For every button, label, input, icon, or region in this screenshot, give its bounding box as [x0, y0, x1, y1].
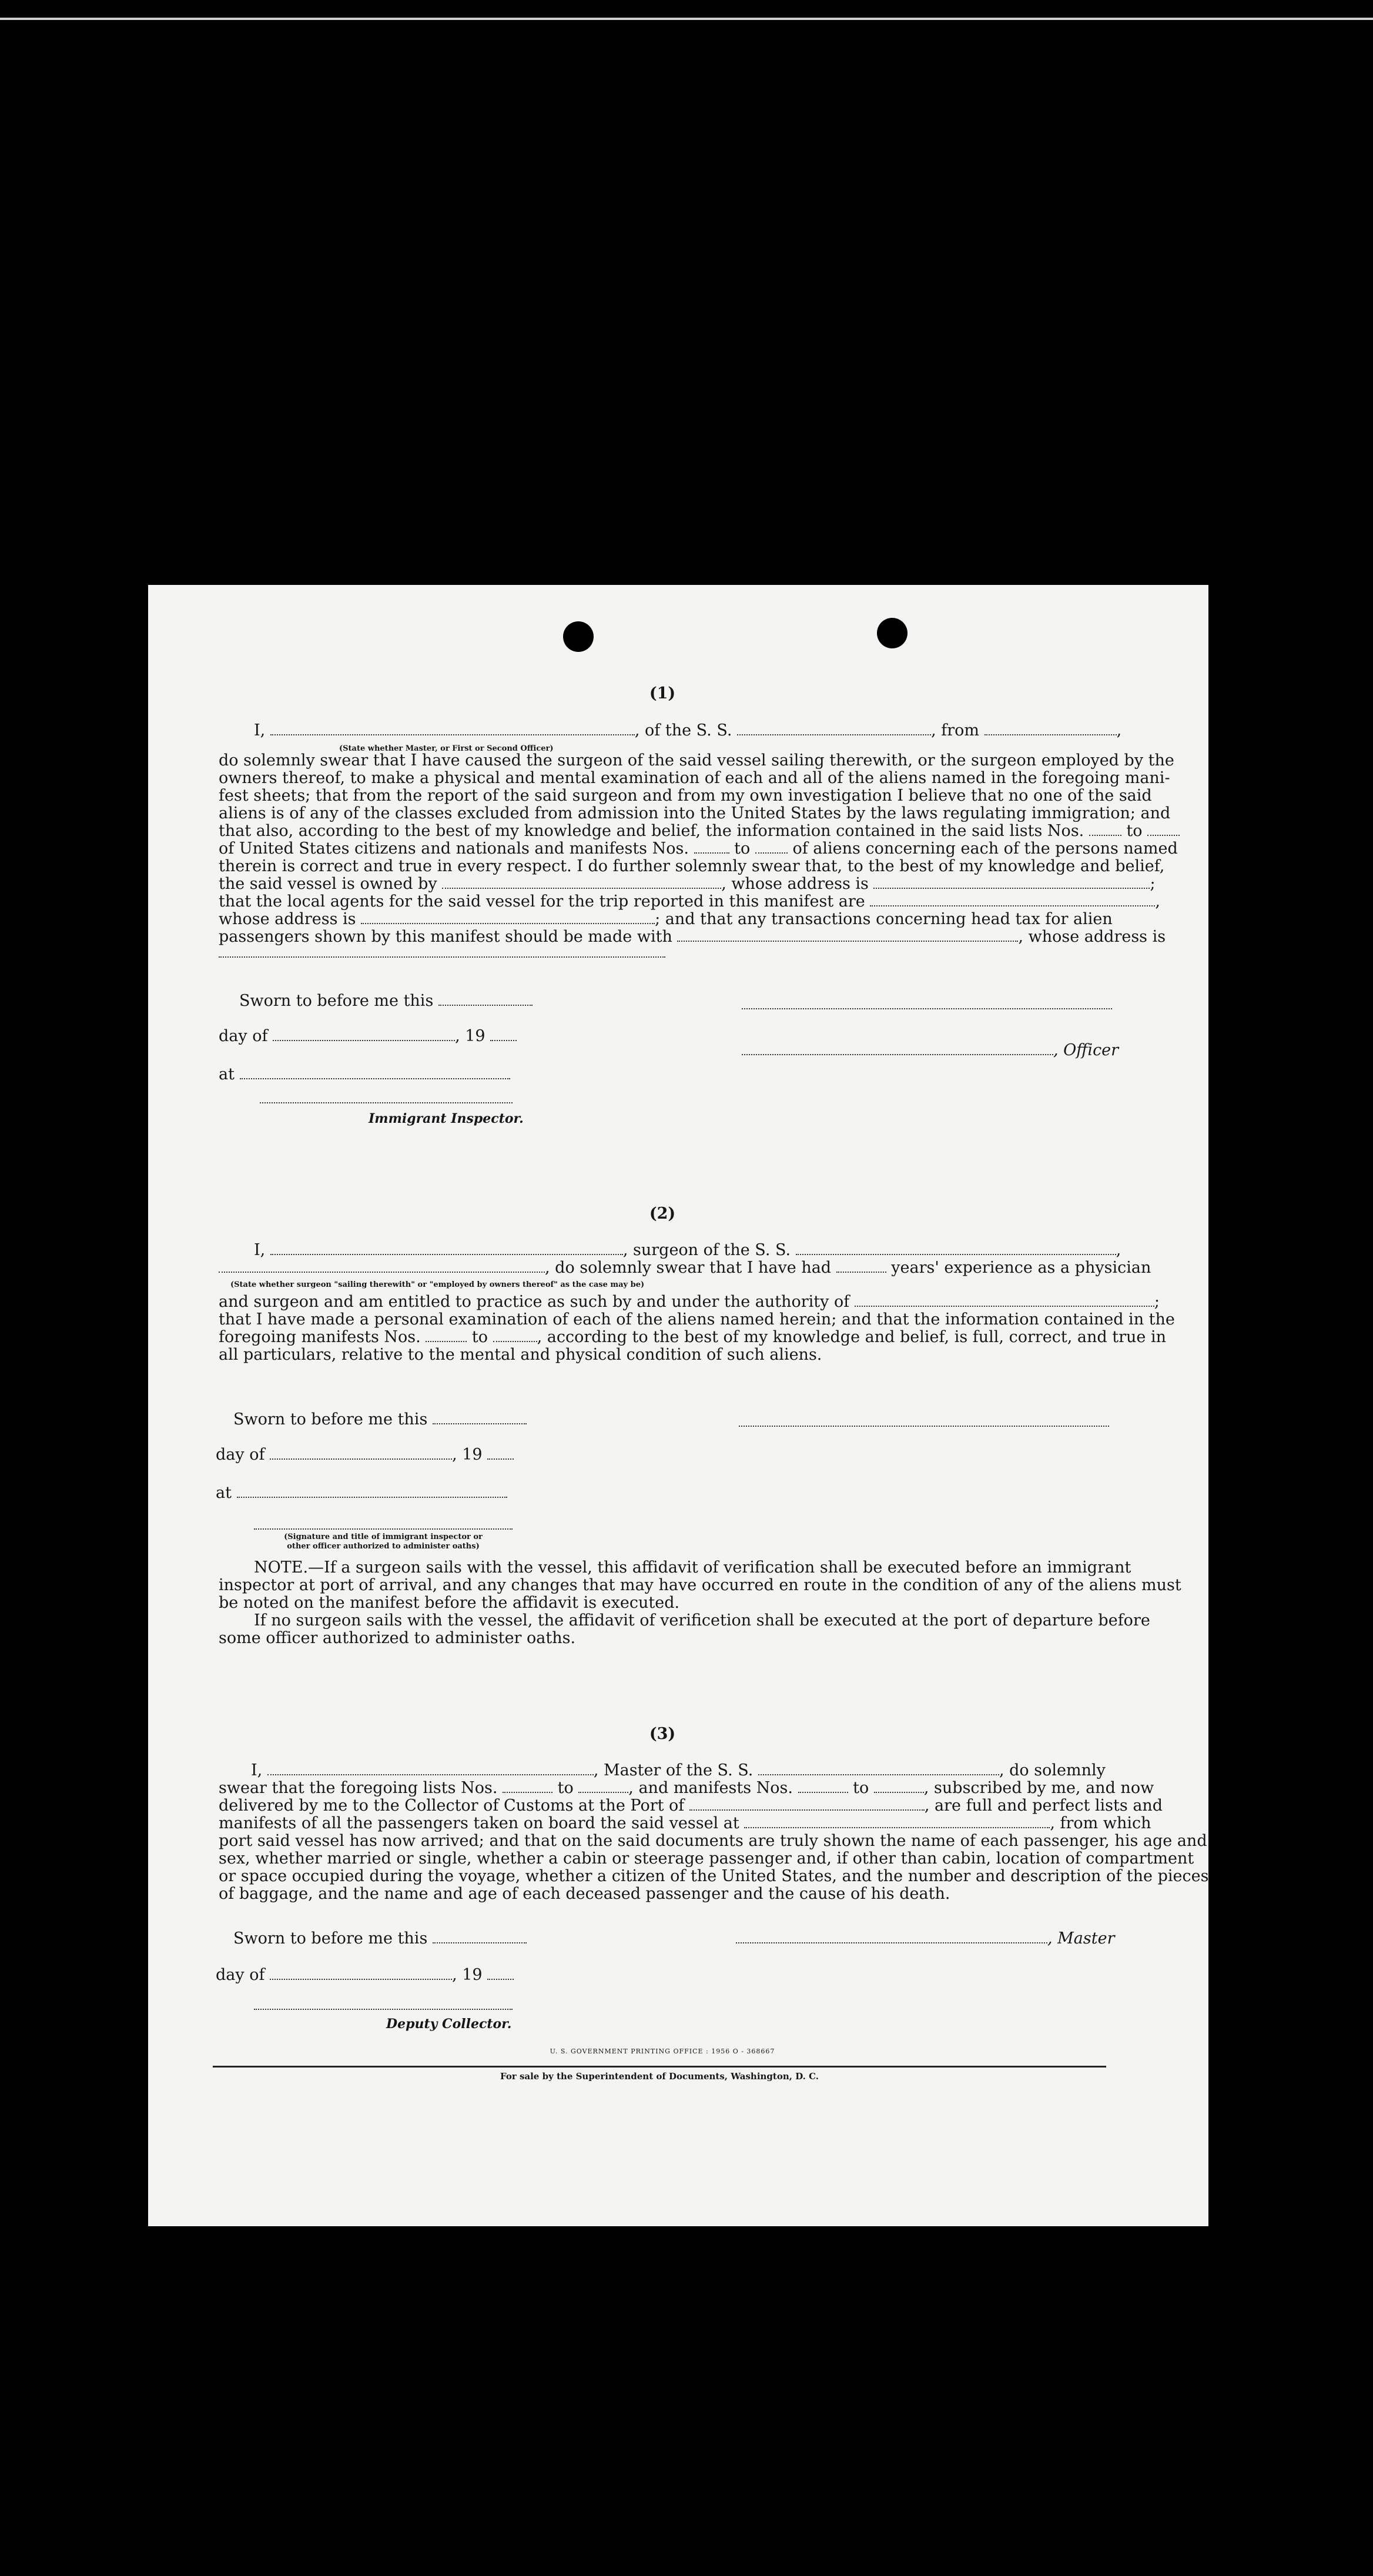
s1-year-label: , 19: [455, 1027, 485, 1045]
s2-manifests-from-field[interactable]: [426, 1341, 467, 1342]
s3-text-5: port said vessel has now arrived; and that on the said documents are truly shown the name of each passenger, his age and: [219, 1832, 1207, 1850]
s1-text-7: [219, 839, 1178, 858]
s3-manifests-from-field[interactable]: [798, 1792, 848, 1793]
s3-text-2d: to: [853, 1779, 869, 1797]
immigrant-inspector-label: Immigrant Inspector.: [369, 1111, 524, 1126]
s1-text-9: [219, 875, 1156, 893]
s3-text-2c: , and manifests Nos.: [628, 1779, 793, 1797]
s1-text-7b: to: [734, 839, 751, 858]
s3-master-name-field[interactable]: [267, 1774, 594, 1775]
s1-day-label: day of: [219, 1027, 268, 1045]
s1-text-7a: of United States citizens and nationals and manifests Nos.: [219, 839, 689, 858]
s2-text-3a: and surgeon and am entitled to practice as such by and under the authority of: [219, 1293, 850, 1311]
s2-line1-end: ,: [1116, 1241, 1121, 1259]
s1-day-line: [219, 1028, 517, 1045]
s2-line-5: [219, 1328, 1166, 1346]
s3-sworn-date-field[interactable]: [433, 1942, 527, 1943]
s3-text-7: or space occupied during the voyage, whether a citizen of the United States, and the number and description of the pieces: [219, 1867, 1208, 1885]
s3-line-2: [219, 1779, 1154, 1797]
note-text-4: If no surgeon sails with the vessel, the affidavit of verificetion shall be executed at the port of departure before: [254, 1611, 1150, 1630]
s2-sworn-date-field[interactable]: [433, 1423, 527, 1424]
s1-sworn-date-field[interactable]: [438, 1005, 533, 1006]
manifests-from-field[interactable]: [694, 852, 729, 854]
master-name-field[interactable]: [270, 734, 635, 735]
s1-year-field[interactable]: [490, 1040, 517, 1041]
s2-signature-note-2: other officer authorized to administer oaths): [287, 1542, 480, 1551]
s3-manifests-to-field[interactable]: [874, 1792, 924, 1793]
s1-text-3: owners thereof, to make a physical and mental examination of each and all of the aliens named in the foregoing mani-: [219, 769, 1170, 787]
s2-ss-label: , surgeon of the S. S.: [622, 1241, 791, 1259]
s2-text-5b: to: [471, 1328, 488, 1346]
s2-manifests-to-field[interactable]: [493, 1341, 537, 1342]
manifest-form-page: [148, 585, 1208, 2226]
officer-signature-line: [742, 1041, 1119, 1059]
lists-to-field[interactable]: [1147, 835, 1180, 836]
master-signature-line: [736, 1929, 1115, 1948]
master-signature-field[interactable]: [736, 1942, 1047, 1943]
note-text-5: some officer authorized to administer oaths.: [219, 1629, 576, 1647]
binder-hole-left: [563, 621, 594, 652]
s1-text-10b: ,: [1155, 892, 1160, 911]
officer-signature-field[interactable]: [742, 1054, 1053, 1055]
s2-day-line: [216, 1446, 514, 1464]
agents-address-field[interactable]: [361, 923, 655, 924]
s3-text-3b: , are full and perfect lists and: [924, 1796, 1163, 1815]
owner-address-field[interactable]: [873, 888, 1150, 889]
officer-signature-line-top[interactable]: [742, 1008, 1112, 1009]
s2-swear-text: , do solemnly swear that I have had: [545, 1259, 832, 1277]
s1-text-4: fest sheets; that from the report of the said surgeon and from my own investigation I believe that no one of the said: [219, 787, 1152, 805]
surgeon-status-field[interactable]: [219, 1272, 545, 1273]
surgeon-note: (State whether surgeon "sailing therewith" or "employed by owners thereof" as the case may be): [230, 1280, 645, 1289]
s2-at-line: [216, 1484, 507, 1502]
s3-text-4b: , from which: [1050, 1814, 1151, 1832]
s2-years-text: years' experience as a physician: [891, 1259, 1151, 1277]
s3-text-2b: to: [557, 1779, 574, 1797]
s1-text-6b: to: [1126, 822, 1143, 840]
s2-signature-note-1: (Signature and title of immigrant inspector or: [284, 1533, 483, 1541]
s3-text-2e: , subscribed by me, and now: [923, 1779, 1154, 1797]
s2-year-field[interactable]: [487, 1458, 514, 1460]
s1-text-5: aliens is of any of the classes excluded from admission into the United States by the laws regulating immigration; and: [219, 804, 1171, 822]
s1-text-12b: , whose address is: [1018, 928, 1166, 946]
note-text-1: NOTE.—If a surgeon sails with the vessel, this affidavit of verification shall be executed before an immigrant: [254, 1558, 1131, 1577]
s1-text-11b: ; and that any transactions concerning head tax for alien: [655, 910, 1113, 928]
s1-sworn-line: [239, 992, 533, 1010]
s1-line-end: ,: [1116, 721, 1122, 740]
s1-text-9c: ;: [1150, 875, 1156, 893]
ship-name-field[interactable]: [737, 734, 931, 735]
authority-field[interactable]: [855, 1306, 1154, 1307]
s2-day-label: day of: [216, 1446, 265, 1464]
head-tax-party-field[interactable]: [677, 941, 1018, 942]
printing-office-note: U. S. GOVERNMENT PRINTING OFFICE : 1956 O - 368667: [550, 2048, 775, 2055]
s2-text-5a: foregoing manifests Nos.: [219, 1328, 421, 1346]
s3-line-1: [251, 1762, 1106, 1779]
s2-month-field[interactable]: [270, 1458, 452, 1460]
s2-at-field[interactable]: [237, 1497, 507, 1498]
deputy-collector-label: Deputy Collector.: [386, 2016, 512, 2032]
inspector-signature-line[interactable]: [260, 1102, 513, 1103]
s3-lists-to-field[interactable]: [578, 1792, 628, 1793]
s1-ss-label: , of the S. S.: [634, 721, 732, 740]
s3-day-label: day of: [216, 1966, 265, 1984]
s3-text-8: of baggage, and the name and age of each deceased passenger and the cause of his death.: [219, 1885, 950, 1903]
s3-text-6: sex, whether married or single, whether a cabin or steerage passenger and, if other than cabin, location of compartment: [219, 1849, 1194, 1868]
s3-line-3: [219, 1796, 1163, 1815]
s1-sworn-label: Sworn to before me this: [239, 992, 434, 1010]
local-agents-field[interactable]: [870, 905, 1155, 906]
s2-line-2: [219, 1259, 1151, 1277]
s1-at-field[interactable]: [240, 1078, 510, 1079]
s1-text-12a: passengers shown by this manifest should be made with: [219, 928, 672, 946]
s2-year-label: , 19: [452, 1446, 483, 1464]
s2-text-5c: , according to the best of my knowledge and belief, is full, correct, and true in: [537, 1328, 1166, 1346]
deputy-collector-signature-line[interactable]: [254, 2009, 513, 2010]
officer-label: , Officer: [1053, 1041, 1119, 1059]
s1-text-6: [219, 822, 1143, 840]
s3-text-3a: delivered by me to the Collector of Customs at the Port of: [219, 1796, 685, 1815]
section-1-number: (1): [649, 684, 676, 702]
s3-text-2a: swear that the foregoing lists Nos.: [219, 1779, 498, 1797]
s1-month-field[interactable]: [273, 1040, 455, 1041]
s2-line-3: [219, 1293, 1160, 1311]
s3-sworn-line: [233, 1930, 527, 1948]
s2-ship-name-field[interactable]: [796, 1254, 1116, 1255]
s1-text-6a: that also, according to the best of my knowledge and belief, the information contained in the said lists Nos.: [219, 822, 1084, 840]
s1-text-8: therein is correct and true in every respect. I do further solemnly swear that, to the best of my knowledge and belief,: [219, 857, 1165, 875]
s1-text-9b: , whose address is: [721, 875, 869, 893]
s1-from-label: , from: [931, 721, 979, 740]
binder-hole-right: [877, 618, 907, 648]
head-tax-address-field[interactable]: [219, 956, 665, 958]
s3-line1-end: , do solemnly: [999, 1761, 1106, 1779]
s1-text-2: do solemnly swear that I have caused the surgeon of the said vessel sailing therewith, or the surgeon employed by the: [219, 751, 1174, 770]
s2-signature-note: [254, 1533, 513, 1551]
s1-text-11a: whose address is: [219, 910, 356, 928]
from-port-field[interactable]: [984, 734, 1117, 735]
s1-text-10: [219, 892, 1160, 911]
s1-text-7c: of aliens concerning each of the persons named: [792, 839, 1178, 858]
s2-sworn-label: Sworn to before me this: [233, 1410, 428, 1428]
s2-text-3b: ;: [1154, 1293, 1160, 1311]
master-label: , Master: [1047, 1929, 1115, 1948]
s2-line-1: [254, 1241, 1121, 1259]
master-note: (State whether Master, or First or Second Officer): [339, 744, 554, 753]
s3-text-4a: manifests of all the passengers taken on board the said vessel at: [219, 1814, 739, 1832]
s3-lists-from-field[interactable]: [503, 1792, 552, 1793]
s3-ship-name-field[interactable]: [758, 1774, 999, 1775]
port-field[interactable]: [689, 1809, 925, 1811]
s1-text-9a: the said vessel is owned by: [219, 875, 437, 893]
s2-i: I,: [254, 1241, 266, 1259]
s3-sworn-label: Sworn to before me this: [233, 1929, 428, 1948]
s3-year-label: , 19: [452, 1966, 483, 1984]
lists-from-field[interactable]: [1089, 835, 1121, 836]
owner-field[interactable]: [442, 888, 721, 889]
scanner-edge-line: [0, 18, 1373, 20]
s2-at-label: at: [216, 1484, 232, 1502]
section-3-number: (3): [649, 1725, 676, 1743]
section-2-number: (2): [649, 1205, 676, 1223]
s2-text-4: that I have made a personal examination of each of the aliens named herein; and that the information contained in the: [219, 1310, 1175, 1329]
s3-year-field[interactable]: [487, 1979, 514, 1980]
boarding-port-field[interactable]: [744, 1827, 1050, 1828]
s2-text-6: all particulars, relative to the mental and physical condition of such aliens.: [219, 1346, 822, 1364]
s3-month-field[interactable]: [270, 1979, 452, 1980]
s3-line-4: [219, 1814, 1151, 1832]
sale-note: For sale by the Superintendent of Documents, Washington, D. C.: [500, 2071, 819, 2082]
s3-ss-label: , Master of the S. S.: [593, 1761, 754, 1779]
s2-official-signature-line[interactable]: [254, 1528, 513, 1530]
s1-at-label: at: [219, 1065, 235, 1083]
note-text-3: be noted on the manifest before the affidavit is executed.: [219, 1594, 680, 1612]
years-experience-field[interactable]: [836, 1272, 886, 1273]
surgeon-signature-line[interactable]: [739, 1426, 1109, 1427]
s1-i: I,: [254, 721, 266, 740]
s1-text-11: [219, 910, 1113, 928]
surgeon-name-field[interactable]: [270, 1254, 623, 1255]
s1-text-12: [219, 928, 1166, 946]
footer-rule: [213, 2066, 1106, 2068]
s1-at-line: [219, 1066, 510, 1083]
manifests-to-field[interactable]: [755, 852, 788, 854]
section-1-line-1: [254, 721, 1122, 740]
s3-i: I,: [251, 1761, 263, 1779]
note-text-2: inspector at port of arrival, and any changes that may have occurred en route in the condition of any of the aliens must: [219, 1576, 1181, 1594]
s2-sworn-line: [233, 1411, 527, 1428]
s1-text-10a: that the local agents for the said vessel for the trip reported in this manifest are: [219, 892, 865, 911]
s3-day-line: [216, 1966, 514, 1984]
